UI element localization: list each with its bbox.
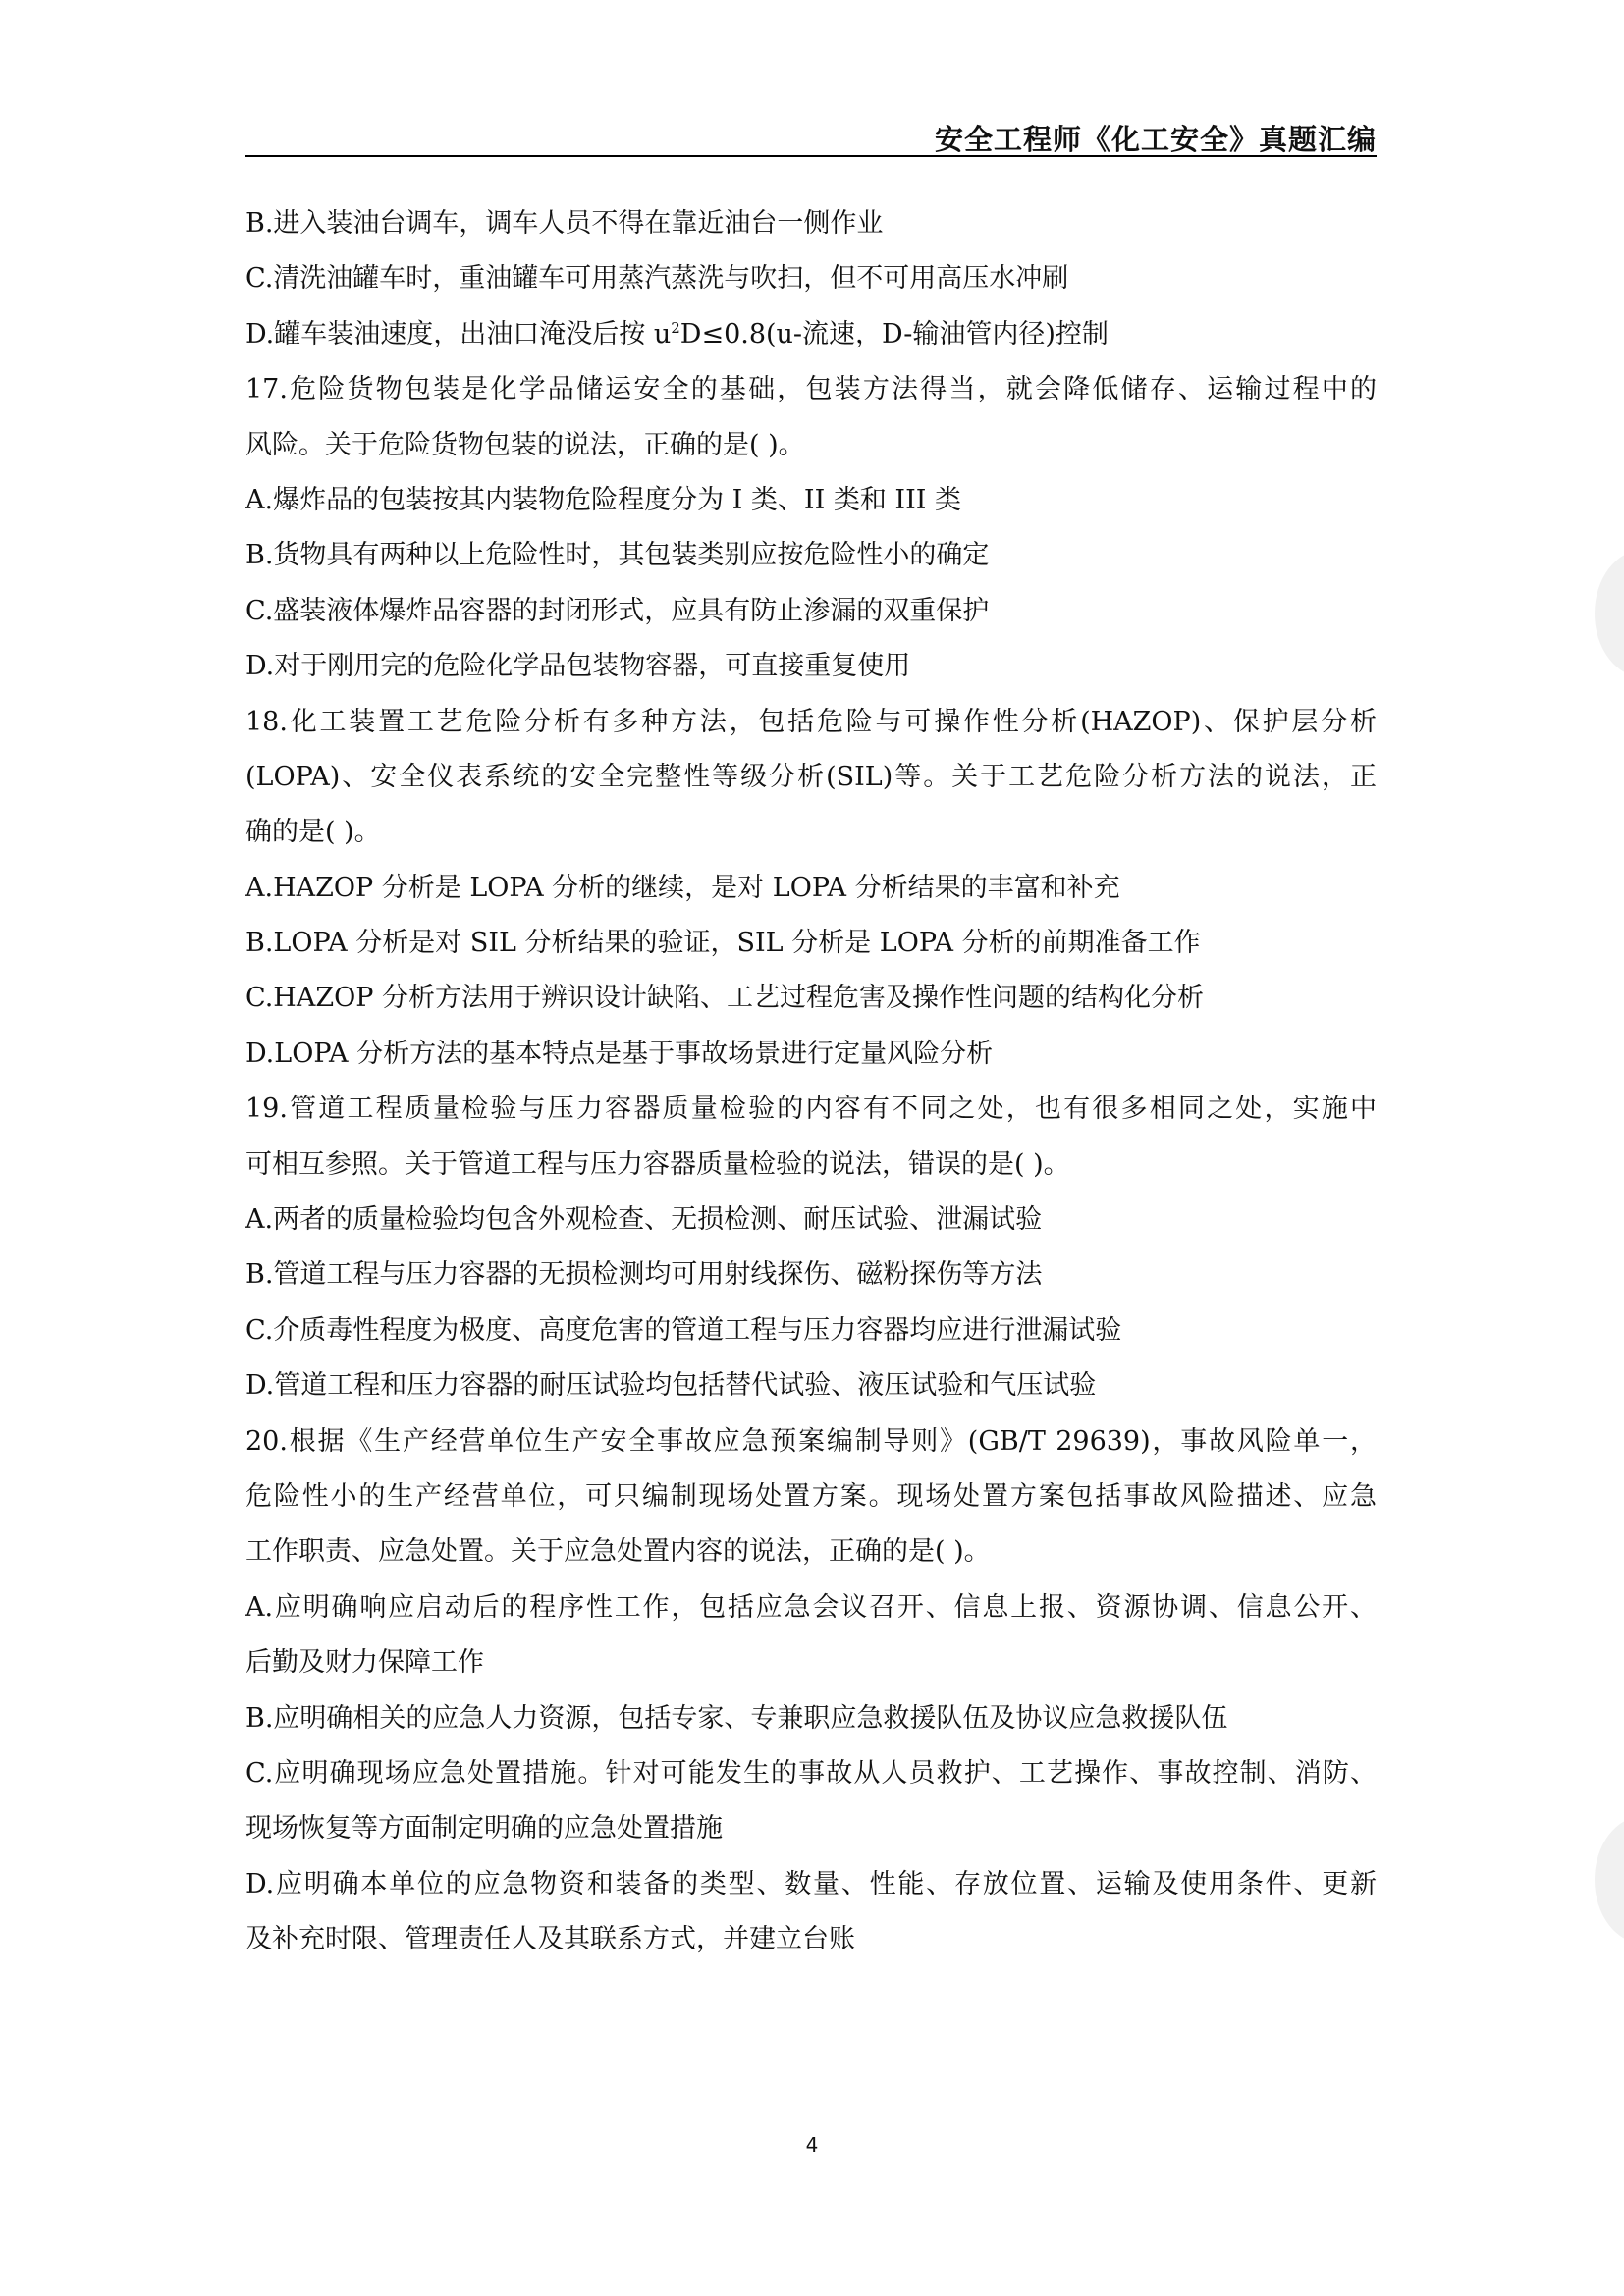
text-line [245,584,1377,639]
text-line [245,1857,1377,1912]
text-line-content: 20.根据《生产经营单位生产安全事故应急预案编制导则》(GB/T 29639)，事故风险单一， [245,1425,1377,1457]
text-line-content: C.HAZOP 分析方法用于辨识设计缺陷、工艺过程危害及操作性问题的结构化分析 [245,983,1204,1014]
text-line-content: 后勤及财力保障工作 [245,1647,484,1679]
text-line [245,1304,1377,1359]
text-line [245,1248,1377,1303]
page-number: 4 [805,2133,819,2157]
text-line-content: 18.化工装置工艺危险分析有多种方法，包括危险与可操作性分析(HAZOP)、保护层分析 [245,706,1377,737]
text-line [245,1746,1377,1801]
text-line [245,1524,1377,1579]
text-line [245,861,1377,916]
text-line [245,1635,1377,1690]
text-line-content: 可相互参照。关于管道工程与压力容器质量检验的说法，错误的是( )。 [245,1148,1070,1180]
text-line [245,1469,1377,1524]
text-line-content: D.管道工程和压力容器的耐压试验均包括替代试验、液压试验和气压试验 [245,1370,1097,1402]
text-line [245,1138,1377,1193]
text-line-content: 危险性小的生产经营单位，可只编制现场处置方案。现场处置方案包括事故风险描述、应急 [245,1480,1377,1512]
text-line-content: C.应明确现场应急处置措施。针对可能发生的事故从人员救护、工艺操作、事故控制、消防、 [245,1757,1377,1789]
text-line-content: A.HAZOP 分析是 LOPA 分析的继续，是对 LOPA 分析结果的丰富和补充 [245,872,1120,903]
text-line [245,196,1377,251]
text-line-content: B.进入装油台调车，调车人员不得在靠近油台一侧作业 [245,208,884,239]
text-line-content: B.管道工程与压力容器的无损检测均可用射线探伤、磁粉探伤等方法 [245,1259,1043,1291]
scan-edge-mark [1595,550,1624,677]
text-line [245,362,1377,417]
scan-edge-mark [1595,1816,1624,1944]
text-line-content: 现场恢复等方面制定明确的应急处置措施 [245,1813,723,1844]
text-line-content: 确的是( )。 [245,817,381,848]
text-line [245,251,1377,306]
text-line-content: 工作职责、应急处置。关于应急处置内容的说法，正确的是( )。 [245,1536,991,1568]
text-line [245,1193,1377,1248]
text-line-content: B.货物具有两种以上危险性时，其包装类别应按危险性小的确定 [245,540,990,571]
text-line-content: D.应明确本单位的应急物资和装备的类型、数量、性能、存放位置、运输及使用条件、更新 [245,1868,1377,1899]
text-line [245,971,1377,1026]
text-line [245,1027,1377,1082]
text-line-content: D.LOPA 分析方法的基本特点是基于事故场景进行定量风险分析 [245,1038,994,1069]
text-line-content: A.应明确响应启动后的程序性工作，包括应急会议召开、信息上报、资源协调、信息公开、 [245,1591,1377,1623]
text-line-content: C.介质毒性程度为极度、高度危害的管道工程与压力容器均应进行泄漏试验 [245,1314,1122,1346]
text-line-content: B.LOPA 分析是对 SIL 分析结果的验证，SIL 分析是 LOPA 分析的前期准备工作 [245,928,1201,959]
text-line-content: 及补充时限、管理责任人及其联系方式，并建立台账 [245,1924,855,1955]
superscript: 2 [671,318,680,337]
text-line [245,750,1377,805]
text-line [245,1801,1377,1856]
text-line [245,1580,1377,1635]
text-line-content: C.清洗油罐车时，重油罐车可用蒸汽蒸洗与吹扫，但不可用高压水冲刷 [245,263,1069,294]
page-header [245,116,1377,157]
text-line [245,695,1377,750]
text-line [245,307,1377,362]
text-line [245,1082,1377,1137]
text-line-content: A.两者的质量检验均包含外观检查、无损检测、耐压试验、泄漏试验 [245,1204,1043,1236]
text-line [245,418,1377,473]
text-line [245,639,1377,694]
text-line [245,1359,1377,1414]
text-line-content: D.对于刚用完的危险化学品包装物容器，可直接重复使用 [245,651,911,682]
header-title: 安全工程师《化工安全》真题汇编 [934,123,1377,156]
text-line [245,1415,1377,1469]
text-line-tail: D≤0.8(u-流速，D-输油管内径)控制 [679,318,1109,349]
text-line-content: D.罐车装油速度，出油口淹没后按 u [245,318,672,349]
text-line [245,805,1377,860]
text-line-content: 19.管道工程质量检验与压力容器质量检验的内容有不同之处，也有很多相同之处，实施中 [245,1094,1377,1125]
text-line [245,916,1377,971]
text-line-content: B.应明确相关的应急人力资源，包括专家、专兼职应急救援队伍及协议应急救援队伍 [245,1702,1228,1734]
text-line-content: C.盛装液体爆炸品容器的封闭形式，应具有防止渗漏的双重保护 [245,595,990,626]
text-line-content: A.爆炸品的包装按其内装物危险程度分为 I 类、II 类和 III 类 [245,484,961,515]
text-line [245,1691,1377,1746]
text-line-content: 17.危险货物包装是化学品储运安全的基础，包装方法得当，就会降低储存、运输过程中的 [245,374,1377,405]
document-body [245,196,1377,1968]
text-line-content: 风险。关于危险货物包装的说法，正确的是( )。 [245,429,805,460]
text-line [245,1912,1377,1967]
text-line [245,528,1377,583]
text-line-content: (LOPA)、安全仪表系统的安全完整性等级分析(SIL)等。关于工艺危险分析方法的说法，正 [245,761,1377,792]
text-line [245,473,1377,528]
